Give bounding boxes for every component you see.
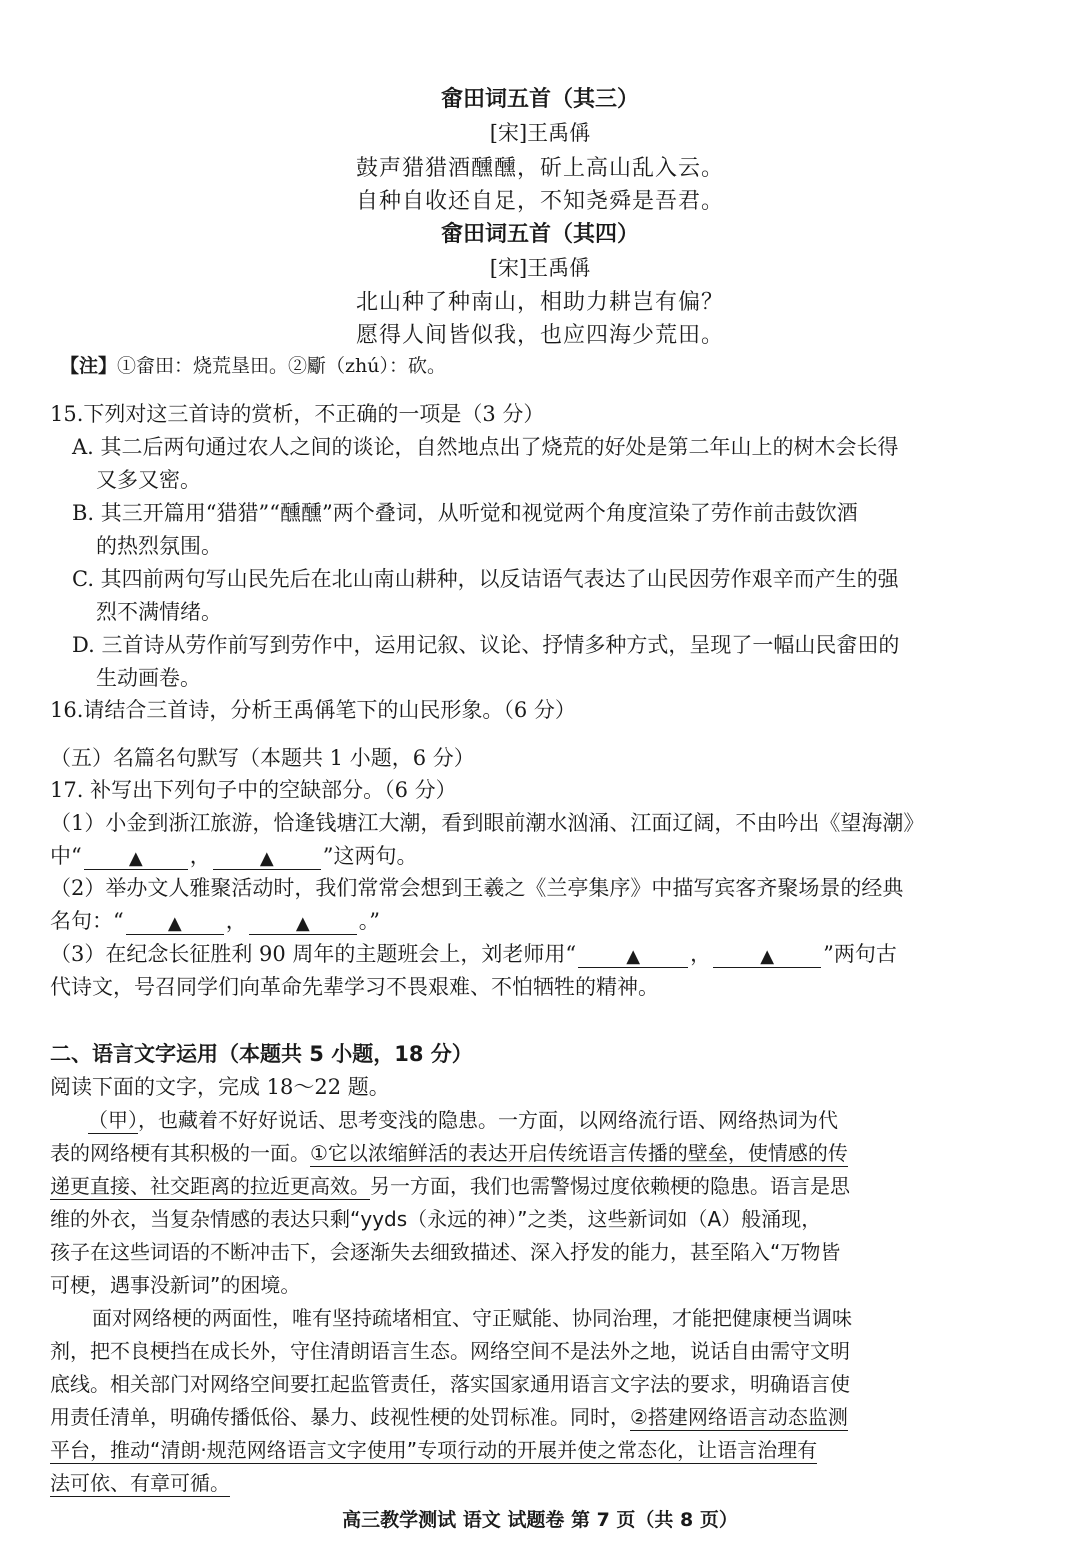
note-label: 【注】 [60, 355, 118, 377]
poem4-title: 畲田词五首（其四） [440, 222, 639, 247]
blank-triangle-icon: ▲ [626, 946, 641, 967]
poem-note [60, 351, 446, 378]
q15-option-b-line1: B. 其三开篇用“猎猎”“醺醺”两个叠词，从听觉和视觉两个角度渲染了劳作前击鼓饮酒 [72, 501, 858, 525]
passage-line: 底线。相关部门对网络空间要扛起监管责任，落实国家通用语言文字法的要求，明确语言使 [50, 1372, 850, 1396]
part2-intro: 阅读下面的文字，完成 18～22 题。 [50, 1075, 390, 1099]
q15-option-c-line1: C. 其四前两句写山民先后在北山南山耕种，以反诘语气表达了山民因劳作艰辛而产生的强 [72, 567, 899, 591]
q15-stem: 15.下列对这三首诗的赏析，不正确的一项是（3 分） [50, 402, 545, 426]
q15-option-d-line1: D. 三首诗从劳作前写到劳作中，运用记叙、议论、抒情多种方式，呈现了一幅山民畲田的 [72, 633, 900, 657]
passage-line: 孩子在这些词语的不断冲击下，会逐渐失去细致描述、深入抒发的能力，甚至陷入“万物皆 [50, 1240, 841, 1264]
underlined-sentence-2-end: 法可依、有章可循。 [50, 1471, 230, 1495]
passage-line: 剂，把不良梗挡在成长外，守住清朗语言生态。网络空间不是法外之地，说话自由需守文明 [50, 1339, 850, 1363]
q15-option-a-line2: 又多又密。 [96, 468, 201, 492]
q15-option-d-line2: 生动画卷。 [96, 666, 201, 690]
q17-p1-line2: 中“ ▲ ， ▲ ”这两句。 [50, 844, 418, 869]
poem3-line1: 鼓声猎猎酒醺醺，斫上高山乱入云。 [355, 156, 724, 181]
passage-line: 可梗，遇事没新词”的困境。 [50, 1273, 301, 1297]
poem4-line1: 北山种了种南山，相助力耕岂有偏？ [355, 290, 724, 315]
q17-stem: 17. 补写出下列句子中的空缺部分。（6 分） [50, 778, 457, 802]
underlined-sentence-2-cont: 平台，推动“清朗·规范网络语言文字使用”专项行动的开展并使之常态化，让语言治理有 [50, 1438, 818, 1462]
q15-option-c-line2: 烈不满情绪。 [96, 600, 222, 624]
blank-a: A [707, 1207, 722, 1231]
q16-stem: 16.请结合三首诗，分析王禹偁笔下的山民形象。（6 分） [50, 698, 576, 722]
passage-line: 维的外衣，当复杂情感的表达只剩“yyds（永远的神）”之类，这些新词如（A）般涌现， [50, 1207, 822, 1231]
q17-p1-line1: （1）小金到浙江旅游，恰逢钱塘江大潮，看到眼前潮水汹涌、江面辽阔，不由吟出《望海潮》 [50, 811, 925, 835]
passage-line: 用责任清单，明确传播低俗、暴力、歧视性梗的处罚标准。同时，②搭建网络语言动态监测 [50, 1405, 848, 1429]
answer-blank[interactable] [126, 910, 224, 935]
answer-blank[interactable] [213, 845, 321, 870]
underlined-sentence-2: ②搭建网络语言动态监测 [630, 1405, 848, 1429]
passage-line: 面对网络梗的两面性，唯有坚持疏堵相宜、守正赋能、协同治理，才能把健康梗当调味 [92, 1306, 852, 1330]
answer-blank[interactable] [84, 845, 188, 870]
underlined-sentence-1: ①它以浓缩鲜活的表达开启传统语言传播的壁垒，使情感的传 [310, 1141, 848, 1165]
poem3-title: 畲田词五首（其三） [440, 87, 639, 112]
poem3-author: [宋]王禹偁 [489, 121, 591, 145]
poem4-author: [宋]王禹偁 [489, 256, 591, 280]
q15-option-b-line2: 的热烈氛围。 [96, 534, 222, 558]
q15-option-a-line1: A. 其二后两句通过农人之间的谈论，自然地点出了烧荒的好处是第二年山上的树木会长得 [72, 435, 899, 459]
q17-p2-line2: 名句：“ ▲ ， ▲ 。” [50, 909, 380, 934]
passage-line: 表的网络梗有其积极的一面。①它以浓缩鲜活的表达开启传统语言传播的壁垒，使情感的传 [50, 1141, 848, 1165]
poem4-line2: 愿得人间皆似我，也应四海少荒田。 [355, 323, 724, 348]
answer-blank[interactable] [249, 910, 357, 935]
answer-blank[interactable] [713, 943, 821, 968]
blank-triangle-icon: ▲ [760, 946, 775, 967]
note-text: ①畲田：烧荒垦田。②斸（zhú）：砍。 [117, 355, 447, 377]
passage-line [50, 1434, 817, 1463]
part2-heading: 二、语言文字运用（本题共 5 小题，18 分） [50, 1042, 473, 1066]
page-footer: 高三教学测试 语文 试题卷 第 7 页（共 8 页） [342, 1509, 738, 1531]
passage-line: （甲），也藏着不好好说话、思考变浅的隐患。一方面，以网络流行语、网络热词为代 [88, 1108, 838, 1132]
section5-heading: （五）名篇名句默写（本题共 1 小题，6 分） [50, 746, 475, 770]
underlined-sentence-1-cont: 递更直接、社交距离的拉近更高效。 [50, 1174, 370, 1198]
blank-triangle-icon: ▲ [128, 848, 143, 869]
blank-triangle-icon: ▲ [295, 913, 310, 934]
blank-triangle-icon: ▲ [167, 913, 182, 934]
passage-line: 递更直接、社交距离的拉近更高效。另一方面，我们也需警惕过度依赖梗的隐患。语言是思 [50, 1174, 850, 1198]
blank-jia: （甲） [88, 1108, 138, 1132]
blank-triangle-icon: ▲ [259, 848, 274, 869]
answer-blank[interactable] [578, 943, 688, 968]
poem3-line2: 自种自收还自足，不知尧舜是吾君。 [355, 189, 724, 214]
q17-p3-line2: 代诗文，号召同学们向革命先辈学习不畏艰难、不怕牺牲的精神。 [50, 975, 659, 999]
q17-p3-line1: （3）在纪念长征胜利 90 周年的主题班会上，刘老师用“ ▲ ， ▲ ”两句古 [50, 942, 897, 967]
q17-p2-line1: （2）举办文人雅聚活动时，我们常常会想到王羲之《兰亭集序》中描写宾客齐聚场景的经典 [50, 876, 904, 900]
passage-line [50, 1467, 230, 1496]
